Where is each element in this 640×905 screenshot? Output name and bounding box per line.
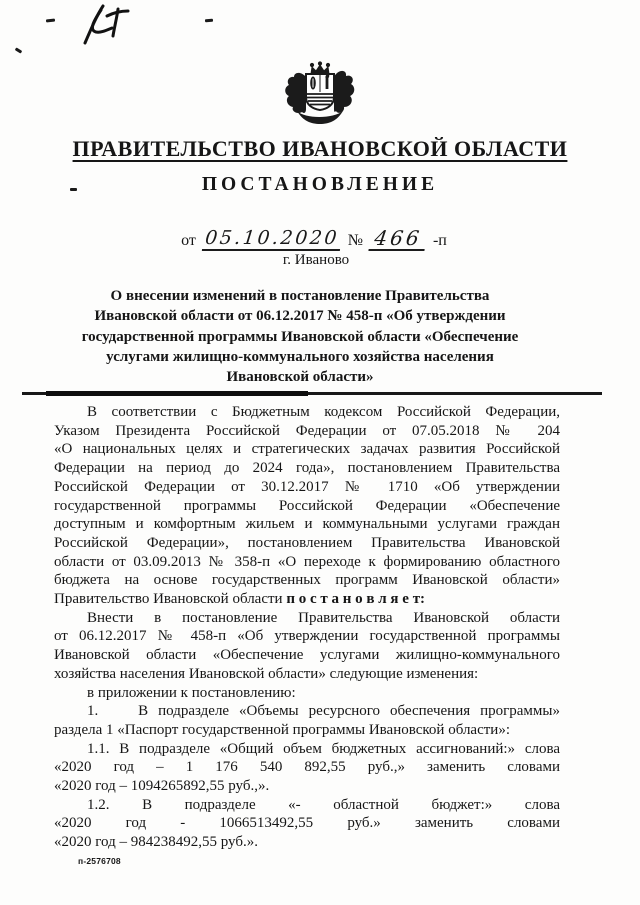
handwritten-date: 05.10.2020 <box>202 229 342 251</box>
body-line-segment: раздела 1 «Паспорт государственной программы Ивановской области»: <box>54 721 510 738</box>
body-line-segment: Внести в постановление Правительства Ивановской области <box>87 609 560 626</box>
body-line <box>54 721 560 740</box>
body-line-segment: 1. В подразделе «Объемы ресурсного обеспечения программы» <box>87 703 560 720</box>
body-line <box>54 403 560 422</box>
body-line <box>54 590 560 609</box>
body-line <box>54 534 560 553</box>
body-line-segment: «2020 год – 1 176 540 892,55 руб.,» заменить словами <box>54 759 560 776</box>
body-line-segment: бюджета на основе государственных программ Ивановской области» <box>54 572 560 589</box>
body-line <box>54 553 560 572</box>
body-line-segment: государственной программы Российской Федерации «Обеспечение <box>54 497 560 514</box>
body-line <box>54 440 560 459</box>
body-line <box>54 777 560 796</box>
handwritten-approval-mark-icon <box>80 3 136 47</box>
body-line-segment: 1.1. В подразделе «Общий объем бюджетных ассигнований:» слова <box>87 740 560 757</box>
body-line-segment: Указом Президента Российской Федерации от 07.05.2018 № 204 <box>54 422 560 439</box>
body-line <box>54 571 560 590</box>
body-line-segment: Российской Федерации», постановлением Правительства Ивановской <box>54 534 560 551</box>
body-line <box>54 627 560 646</box>
body-line <box>54 702 560 721</box>
subject-line: государственной программы Ивановской области «Обеспечение <box>81 328 519 345</box>
body-line <box>54 684 560 703</box>
body-line-bold-segment: п о с т а н о в л я е т: <box>286 591 426 608</box>
body-line <box>54 609 560 628</box>
body-line-segment: Правительство Ивановской области <box>54 591 287 608</box>
doc-type-title: ПОСТАНОВЛЕНИЕ <box>201 174 439 195</box>
body-line <box>54 740 560 759</box>
number-sign-label: № <box>347 232 363 249</box>
body-line-segment: «О национальных целях и стратегических задачах развития Российской <box>54 441 560 458</box>
scan-artifact <box>15 47 23 53</box>
body-line-segment: доступным и комфортным жильем и коммунальными услугами граждан <box>54 516 560 533</box>
body-line-segment: в приложении к постановлению: <box>87 684 296 701</box>
subject-line: Ивановской области» <box>226 369 374 386</box>
coat-of-arms-icon <box>281 61 359 127</box>
body-line-segment: «2020 год – 984238492,55 руб.». <box>54 834 258 851</box>
subject-lines <box>62 286 538 387</box>
org-title: ПРАВИТЕЛЬСТВО ИВАНОВСКОЙ ОБЛАСТИ <box>72 136 568 161</box>
body-line-segment: «2020 год – 1094265892,55 руб.,». <box>54 778 270 795</box>
body-line-segment: Федерации на период до 2024 года», постановлением Правительства <box>54 460 560 477</box>
date-number-row <box>0 228 634 251</box>
body-line <box>54 796 560 815</box>
body-line <box>54 833 560 852</box>
body-line <box>54 814 560 833</box>
body-line <box>54 515 560 534</box>
body-line-segment: Российской Федерации от 30.12.2017 № 1710 «Об утверждении <box>54 478 560 495</box>
separator-rule <box>22 392 602 395</box>
body-line <box>54 459 560 478</box>
body-line-segment: 1.2. В подразделе «- областной бюджет:» слова <box>87 796 560 813</box>
body-line <box>54 422 560 441</box>
separator-rule-thick-segment <box>46 391 308 396</box>
body-line-segment: хозяйства населения Ивановской области» следующие изменения: <box>54 665 479 682</box>
body-lines <box>54 403 560 852</box>
body-line <box>54 665 560 684</box>
number-suffix-label: -п <box>432 232 447 249</box>
body-line <box>54 478 560 497</box>
scan-artifact <box>205 19 213 23</box>
scan-artifact <box>46 19 55 23</box>
date-prefix-label: от <box>181 232 196 249</box>
body-line <box>54 646 560 665</box>
body-line-segment: В соответствии с Бюджетным кодексом Российской Федерации, <box>87 404 560 420</box>
handwritten-number: 466 <box>368 228 427 251</box>
body-line-segment: «2020 год - 1066513492,55 руб.» заменить словами <box>54 815 560 832</box>
body-line-segment: от 06.12.2017 № 458-п «Об утверждении государственной программы <box>54 628 560 645</box>
body-line <box>54 497 560 516</box>
doc-code: п-2576708 <box>78 856 121 866</box>
body-line <box>54 758 560 777</box>
subject-line: услугами жилищно-коммунального хозяйства населения <box>106 348 494 365</box>
body-line-segment: Ивановской области «Обеспечение услугами жилищно-коммунального <box>54 647 560 664</box>
subject-line: Ивановской области от 06.12.2017 № 458-п «Об утверждении <box>94 308 506 325</box>
subject-line: О внесении изменений в постановление Правительства <box>110 288 490 304</box>
body-line-segment: области от 03.09.2013 № 358-п «О переходе к формированию областного <box>54 553 560 570</box>
city-label: г. Иваново <box>282 252 350 268</box>
